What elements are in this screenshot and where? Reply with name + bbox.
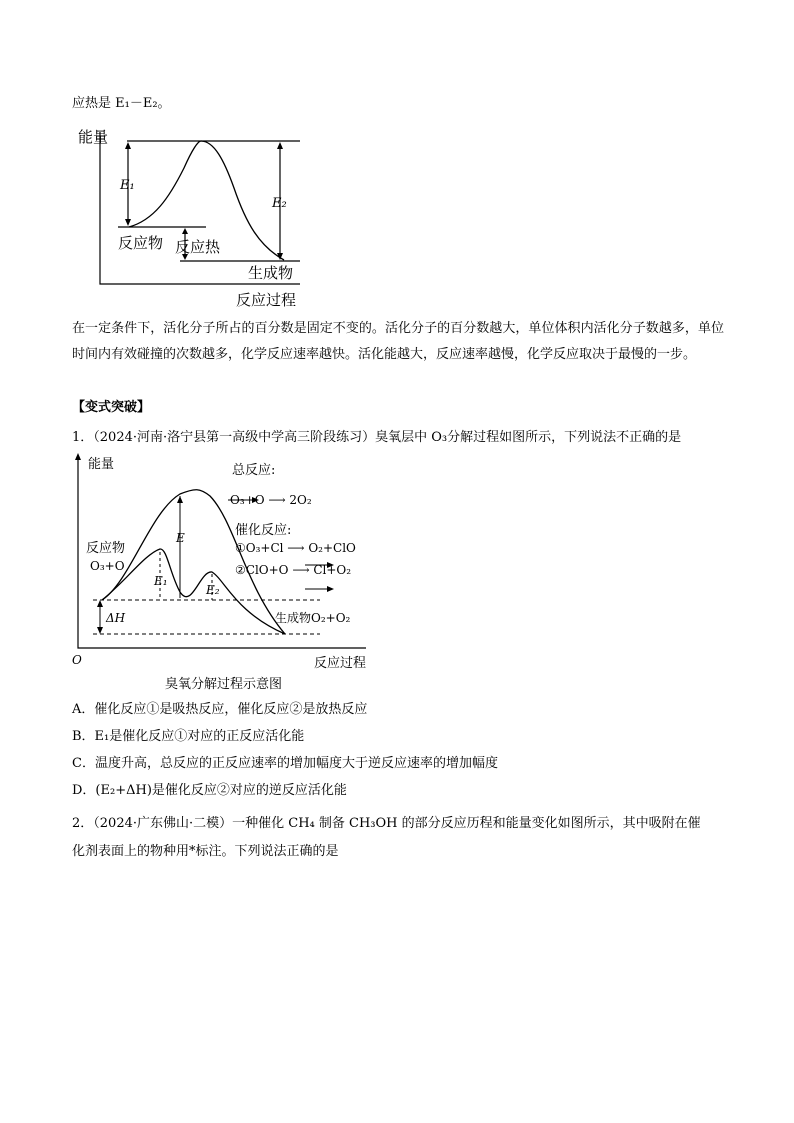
d2-e1-label: E₁ <box>154 574 168 588</box>
d2-reactant-label: 反应物 <box>86 541 126 556</box>
ozone-decomposition-diagram <box>70 452 390 692</box>
d2-cat-eq2: ②ClO+O ⟶ Cl+O₂ <box>235 563 352 577</box>
q1-option-d: D．(E₂+ΔH)是催化反应②对应的逆反应活化能 <box>72 783 347 798</box>
q2-stem-line-2: 化剂表面上的物种用*标注。下列说法正确的是 <box>72 844 339 859</box>
q1-stem: 1．（2024·河南·洛宁县第一高级中学高三阶段练习）臭氧层中 O₃分解过程如图所示，下列说法不正确的是 <box>72 430 682 445</box>
d2-overall-title: 总反应: <box>232 463 276 478</box>
d1-e2: E₂ <box>272 196 287 211</box>
d2-uncatalyzed-curve <box>102 490 285 634</box>
d1-heat: 反应热 <box>175 238 221 256</box>
d1-reactant: 反应物 <box>118 234 164 252</box>
q1-option-b: B．E₁是催化反应①对应的正反应活化能 <box>72 729 305 744</box>
d1-y-label-1: 能量 <box>78 128 109 146</box>
d2-cat-eq1: ①O₃+Cl ⟶ O₂+ClO <box>235 541 356 555</box>
d1-x-label: 反应过程 <box>236 291 297 309</box>
d2-x-label: 反应过程 <box>314 656 367 671</box>
d1-e1: E₁ <box>120 178 135 193</box>
intro-line: 应热是 E₁－E₂。 <box>72 96 171 111</box>
d2-dh-label: ΔH <box>106 611 126 625</box>
d2-product-label: 生成物O₂+O₂ <box>275 611 351 625</box>
d2-e2-label: E₂ <box>206 583 220 597</box>
q2-stem-line-1: 2．（2024·广东佛山·二模）一种催化 CH₄ 制备 CH₃OH 的部分反应历程和能量变化如图所示，其中吸附在催 <box>72 816 701 831</box>
d2-origin: O <box>72 653 82 667</box>
energy-diagram-1 <box>74 128 314 308</box>
d2-overall-eq: O₃+O ⟶ 2O₂ <box>230 493 312 507</box>
q1-option-a: A．催化反应①是吸热反应，催化反应②是放热反应 <box>72 702 368 717</box>
q1-option-c: C．温度升高，总反应的正反应速率的增加幅度大于逆反应速率的增加幅度 <box>72 756 498 771</box>
d2-reactant-formula: O₃+O <box>90 559 125 573</box>
d2-e-label: E <box>176 531 185 545</box>
d2-y-label: 能量 <box>88 457 115 472</box>
d1-product: 生成物 <box>248 264 294 282</box>
section-title: 【变式突破】 <box>72 400 151 415</box>
explanation-paragraph: 在一定条件下，活化分子所占的百分数是固定不变的。活化分子的百分数越大，单位体积内活化分子数越多，单位时间内有效碰撞的次数越多，化学反应速率越快。活化能越大，反应速率越慢，化学反应取决于最慢的一步。 <box>72 321 724 362</box>
d2-caption: 臭氧分解过程示意图 <box>165 677 283 692</box>
d2-cat-title: 催化反应: <box>235 523 292 538</box>
